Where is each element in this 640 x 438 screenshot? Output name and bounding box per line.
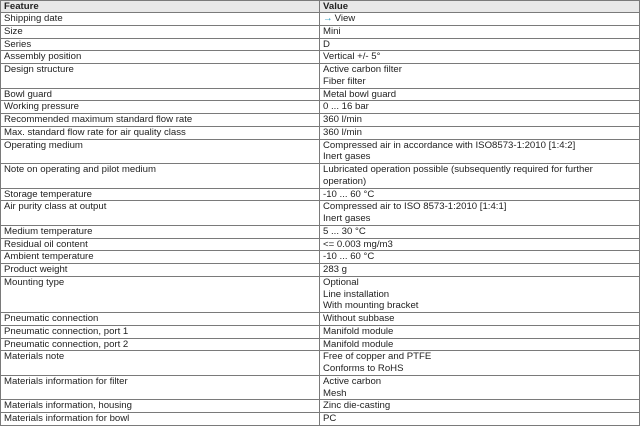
feature-cell: Materials information for filter <box>1 375 320 400</box>
value-line: Mesh <box>323 387 347 399</box>
table-row <box>1 38 640 51</box>
value-cell <box>320 126 640 139</box>
value-line: PC <box>323 413 337 424</box>
value-cell <box>320 51 640 64</box>
value-cell <box>320 413 640 426</box>
feature-cell: Materials information, housing <box>1 400 320 413</box>
table-row <box>1 338 640 351</box>
value-line: Vertical +/- 5° <box>323 51 381 63</box>
value-cell <box>320 25 640 38</box>
value-cell <box>320 313 640 326</box>
feature-cell: Max. standard flow rate for air quality class <box>1 126 320 139</box>
feature-cell: Mounting type <box>1 276 320 312</box>
value-line: Active carbon filter <box>323 64 402 75</box>
value-cell <box>320 38 640 51</box>
feature-cell: Pneumatic connection <box>1 313 320 326</box>
value-line: Metal bowl guard <box>323 88 397 100</box>
value-line: <= 0.003 mg/m3 <box>323 238 393 250</box>
feature-cell: Working pressure <box>1 101 320 114</box>
value-cell <box>320 164 640 189</box>
view-link-label[interactable]: View <box>334 13 356 24</box>
right-arrow-icon: → <box>323 13 333 24</box>
table-header-row <box>1 1 640 13</box>
value-line: Manifold module <box>323 338 394 350</box>
view-link[interactable] <box>323 13 636 25</box>
value-cell[interactable] <box>320 13 640 26</box>
feature-cell: Shipping date <box>1 13 320 26</box>
feature-cell: Medium temperature <box>1 225 320 238</box>
table-row <box>1 400 640 413</box>
feature-cell: Product weight <box>1 264 320 277</box>
table-row <box>1 114 640 127</box>
header-feature: Feature <box>1 1 320 13</box>
value-cell <box>320 251 640 264</box>
value-cell <box>320 201 640 226</box>
table-row <box>1 51 640 64</box>
table-row <box>1 139 640 164</box>
table-row <box>1 238 640 251</box>
table-row <box>1 276 640 312</box>
value-line: -10 ... 60 °C <box>323 188 375 200</box>
value-line: Optional <box>323 276 359 288</box>
table-row <box>1 351 640 376</box>
value-cell <box>320 188 640 201</box>
value-line: Fiber filter <box>323 75 366 87</box>
value-line: -10 ... 60 °C <box>323 251 375 263</box>
table-row <box>1 88 640 101</box>
value-cell <box>320 64 640 89</box>
value-cell <box>320 338 640 351</box>
feature-cell: Design structure <box>1 64 320 89</box>
feature-cell: Residual oil content <box>1 238 320 251</box>
feature-cell: Operating medium <box>1 139 320 164</box>
table-row <box>1 225 640 238</box>
value-cell <box>320 400 640 413</box>
feature-cell: Ambient temperature <box>1 251 320 264</box>
value-line: Conforms to RoHS <box>323 363 404 374</box>
value-cell <box>320 238 640 251</box>
table-row <box>1 164 640 189</box>
feature-cell: Note on operating and pilot medium <box>1 164 320 189</box>
value-line: Mini <box>323 25 341 37</box>
feature-cell: Storage temperature <box>1 188 320 201</box>
value-line: Free of copper and PTFE <box>323 351 432 363</box>
table-row <box>1 313 640 326</box>
value-line: Lubricated operation possible (subsequently required for further <box>323 164 593 175</box>
value-line: Inert gases <box>323 213 371 224</box>
value-line: operation) <box>323 175 367 187</box>
value-line: D <box>323 38 330 50</box>
value-cell <box>320 325 640 338</box>
value-line: Compressed air to ISO 8573-1:2010 [1:4:1] <box>323 201 507 213</box>
table-row <box>1 325 640 338</box>
value-line: Line installation <box>323 288 390 300</box>
feature-cell: Materials note <box>1 351 320 376</box>
feature-cell: Series <box>1 38 320 51</box>
feature-cell: Bowl guard <box>1 88 320 101</box>
feature-cell: Pneumatic connection, port 2 <box>1 338 320 351</box>
feature-cell: Size <box>1 25 320 38</box>
table-row <box>1 188 640 201</box>
table-row <box>1 101 640 114</box>
feature-cell: Air purity class at output <box>1 201 320 226</box>
value-cell <box>320 276 640 312</box>
value-cell <box>320 88 640 101</box>
table-row <box>1 64 640 89</box>
table-row <box>1 413 640 426</box>
feature-cell: Pneumatic connection, port 1 <box>1 325 320 338</box>
value-line: Compressed air in accordance with ISO8573-1:2010 [1:4:2] <box>323 139 576 151</box>
value-line: 360 l/min <box>323 126 362 138</box>
value-cell <box>320 225 640 238</box>
value-line: Manifold module <box>323 325 394 337</box>
feature-cell: Materials information for bowl <box>1 413 320 426</box>
feature-cell: Recommended maximum standard flow rate <box>1 114 320 127</box>
value-line: With mounting bracket <box>323 300 419 312</box>
value-cell <box>320 101 640 114</box>
table-row <box>1 201 640 226</box>
value-cell <box>320 114 640 127</box>
header-value: Value <box>320 1 640 13</box>
value-line: Inert gases <box>323 151 371 163</box>
table-row <box>1 251 640 264</box>
value-line: 360 l/min <box>323 114 362 125</box>
value-line: Active carbon <box>323 375 382 387</box>
value-cell <box>320 351 640 376</box>
value-line: Without subbase <box>323 313 395 324</box>
value-line: 0 ... 16 bar <box>323 101 369 113</box>
table-row <box>1 126 640 139</box>
table-row <box>1 375 640 400</box>
feature-cell: Assembly position <box>1 51 320 64</box>
table-row <box>1 25 640 38</box>
value-cell <box>320 375 640 400</box>
value-line: Zinc die-casting <box>323 400 391 412</box>
value-line: 5 ... 30 °C <box>323 225 366 237</box>
value-line: 283 g <box>323 264 348 275</box>
value-cell <box>320 264 640 277</box>
table-row <box>1 264 640 277</box>
table-body <box>1 13 640 426</box>
value-cell <box>320 139 640 164</box>
table-row <box>1 13 640 26</box>
